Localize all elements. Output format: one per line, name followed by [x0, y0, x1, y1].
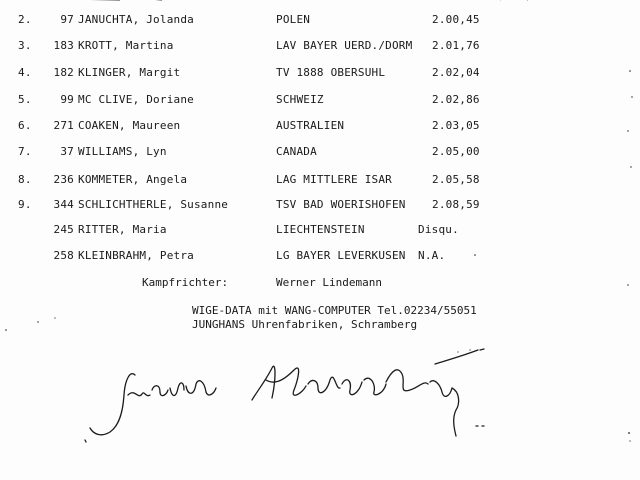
result-time: 2.08,59	[432, 198, 480, 211]
club: SCHWEIZ	[276, 93, 324, 106]
athlete-name: KOMMETER, Angela	[78, 173, 188, 186]
bib-number: 183	[53, 39, 74, 52]
athlete-name: JANUCHTA, Jolanda	[78, 13, 194, 26]
club: LAV BAYER UERD./DORM	[276, 39, 413, 52]
row-10	[0, 247, 640, 265]
row-9	[0, 221, 640, 239]
place: 5.	[18, 93, 32, 106]
club: LIECHTENSTEIN	[276, 223, 365, 236]
result-time: 2.05,00	[432, 145, 480, 158]
athlete-name: COAKEN, Maureen	[78, 119, 181, 132]
club: TSV BAD WOERISHOFEN	[276, 198, 406, 211]
bib-number: 271	[53, 119, 74, 132]
place: 7.	[18, 145, 32, 158]
place: 6.	[18, 119, 32, 132]
row-7	[0, 171, 640, 189]
handwritten-signature-1	[85, 374, 216, 442]
bib-number: 99	[60, 93, 74, 106]
athlete-name: WILLIAMS, Lyn	[78, 145, 167, 158]
result-time: 2.02,04	[432, 66, 480, 79]
club: AUSTRALIEN	[276, 119, 345, 132]
club: POLEN	[276, 13, 311, 26]
athlete-name: SCHLICHTHERLE, Susanne	[78, 198, 229, 211]
club: LG BAYER LEVERKUSEN	[276, 249, 406, 262]
row-5	[0, 117, 640, 135]
result-status: Disqu.	[418, 223, 459, 236]
bib-number: 344	[53, 198, 74, 211]
judge-label: Kampfrichter:	[142, 276, 229, 289]
bib-number: 236	[53, 173, 74, 186]
row-2	[0, 37, 640, 55]
handwritten-signature-2	[252, 349, 484, 436]
place: 2.	[18, 13, 32, 26]
row-3	[0, 64, 640, 82]
footer-timing-line: JUNGHANS Uhrenfabriken, Schramberg	[192, 318, 418, 331]
athlete-name: MC CLIVE, Doriane	[78, 93, 194, 106]
club: CANADA	[276, 145, 317, 158]
bib-number: 182	[53, 66, 74, 79]
result-time: 2.02,86	[432, 93, 480, 106]
result-status: N.A.	[418, 249, 446, 262]
athlete-name: KLEINBRAHM, Petra	[78, 249, 194, 262]
bib-number: 97	[60, 13, 74, 26]
signatures	[80, 340, 600, 460]
athlete-name: KROTT, Martina	[78, 39, 174, 52]
result-time: 2.03,05	[432, 119, 480, 132]
bib-number: 37	[60, 145, 74, 158]
footer-computer-line: WIGE-DATA mit WANG-COMPUTER Tel.02234/55051	[192, 304, 477, 317]
bib-number: 258	[53, 249, 74, 262]
row-4	[0, 91, 640, 109]
club: TV 1888 OBERSUHL	[276, 66, 386, 79]
bib-number: 245	[53, 223, 74, 236]
top-edge-remnant	[0, 0, 640, 2]
result-time: 2.05,58	[432, 173, 480, 186]
judge-name: Werner Lindemann	[276, 276, 382, 289]
result-time: 2.01,76	[432, 39, 480, 52]
place: 4.	[18, 66, 32, 79]
result-time: 2.00,45	[432, 13, 480, 26]
row-1	[0, 11, 640, 29]
club: LAG MITTLERE ISAR	[276, 173, 392, 186]
athlete-name: KLINGER, Margit	[78, 66, 181, 79]
row-8	[0, 196, 640, 214]
row-6	[0, 143, 640, 161]
athlete-name: RITTER, Maria	[78, 223, 167, 236]
place: 8.	[18, 173, 32, 186]
place: 9.	[18, 198, 32, 211]
place: 3.	[18, 39, 32, 52]
